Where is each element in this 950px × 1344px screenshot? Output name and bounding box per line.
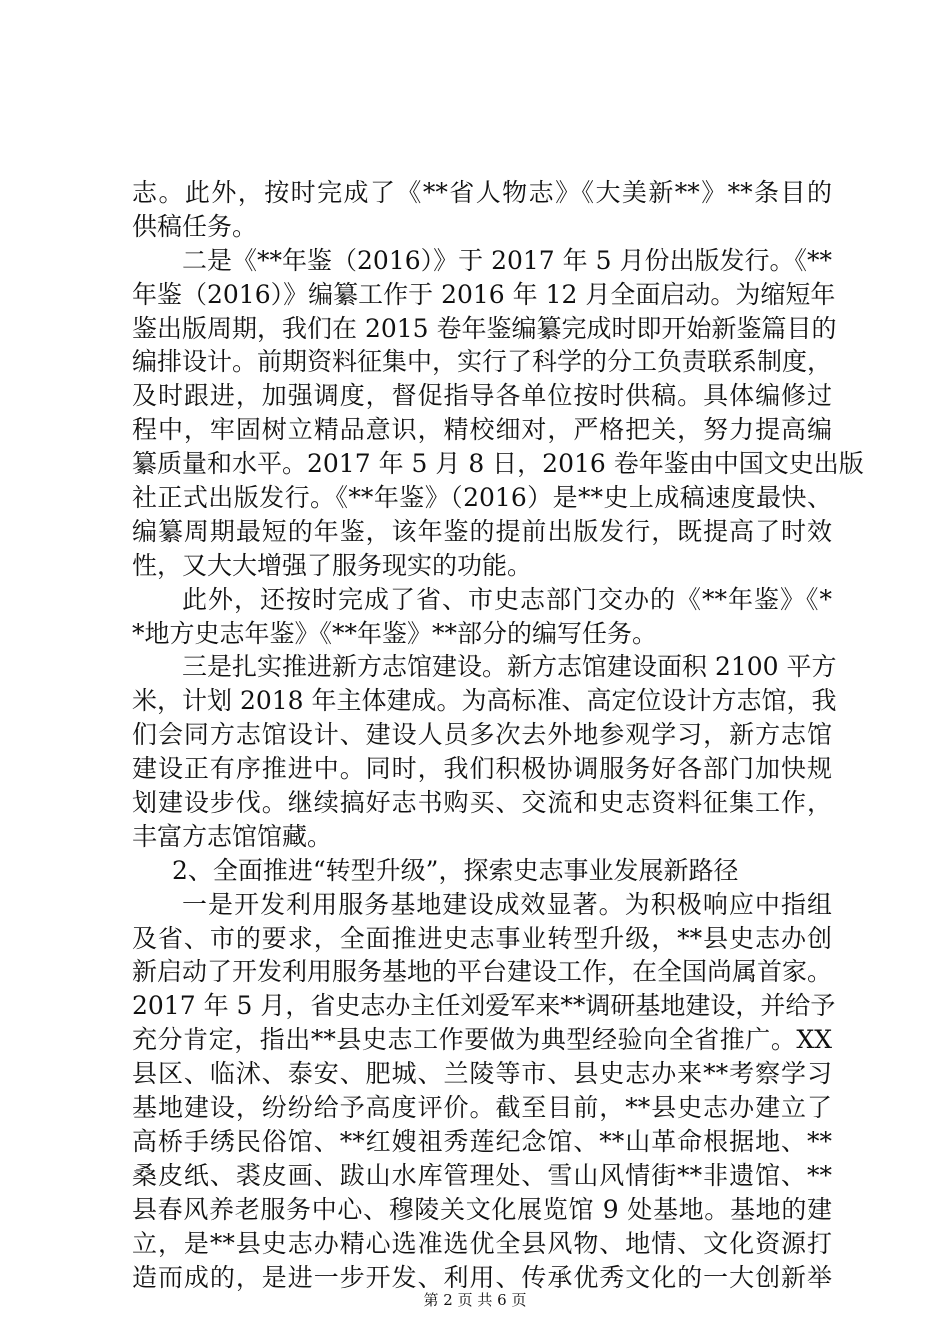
text-line: 桑皮纸、裘皮画、跋山水库管理处、雪山风情街**非遗馆、** [132, 1160, 832, 1190]
text-line: 志。此外，按时完成了《**省人物志》《大美新**》**条目的 [132, 178, 832, 207]
text-line: 程中，牢固树立精品意识，精校细对，严格把关，努力提高编 [132, 415, 832, 445]
text-line: 二是《**年鉴（2016）》于 2017 年 5 月份出版发行。《** [182, 245, 832, 275]
section-heading: 2、全面推进“转型升级”，探索史志事业发展新路径 [172, 855, 739, 885]
text-line: 丰富方志馆馆藏。 [132, 821, 333, 851]
text-line: 划建设步伐。继续搞好志书购买、交流和史志资料征集工作， [132, 788, 832, 818]
document-body [132, 176, 864, 1294]
text-line: 性，又大大增强了服务现实的功能。 [132, 550, 533, 580]
text-line: 一是开发利用服务基地建设成效显著。为积极响应中指组 [182, 889, 832, 919]
text-line: 米，计划 2018 年主体建成。为高标准、高定位设计方志馆，我 [132, 686, 837, 716]
text-line: *地方史志年鉴》《**年鉴》**部分的编写任务。 [132, 618, 658, 648]
text-line: 此外，还按时完成了省、市史志部门交办的《**年鉴》《* [182, 584, 832, 614]
text-line: 充分肯定，指出**县史志工作要做为典型经验向全省推广。XX [132, 1025, 832, 1055]
text-line: 建设正有序推进中。同时，我们积极协调服务好各部门加快规 [132, 754, 832, 784]
text-line: 纂质量和水平。2017 年 5 月 8 日，2016 卷年鉴由中国文史出版 [132, 449, 864, 479]
text-line: 们会同方志馆设计、建设人员多次去外地参观学习，新方志馆 [132, 720, 832, 750]
text-line: 社正式出版发行。《**年鉴》（2016）是**史上成稿速度最快、 [132, 483, 832, 513]
text-line: 立，是**县史志办精心选准选优全县风物、地情、文化资源打 [132, 1228, 832, 1258]
text-line: 三是扎实推进新方志馆建设。新方志馆建设面积 2100 平方 [182, 652, 837, 682]
text-line: 高桥手绣民俗馆、**红嫂祖秀莲纪念馆、**山革命根据地、** [132, 1126, 832, 1156]
text-line: 及省、市的要求，全面推进史志事业转型升级，**县史志办创 [132, 923, 832, 953]
page-number: 第 2 页 共 6 页 [423, 1291, 527, 1309]
text-line: 2017 年 5 月，省史志办主任刘爱军来**调研基地建设，并给予 [132, 991, 836, 1021]
text-line: 编排设计。前期资料征集中，实行了科学的分工负责联系制度， [132, 347, 833, 377]
text-line: 基地建设，纷纷给予高度评价。截至目前，**县史志办建立了 [132, 1093, 832, 1123]
text-line: 及时跟进，加强调度，督促指导各单位按时供稿。具体编修过 [132, 381, 832, 411]
text-line: 供稿任务。 [132, 211, 258, 241]
text-line: 编纂周期最短的年鉴，该年鉴的提前出版发行，既提高了时效 [132, 516, 832, 546]
text-line: 县春风养老服务中心、穆陵关文化展览馆 9 处基地。基地的建 [132, 1194, 832, 1224]
text-line: 县区、临沭、泰安、肥城、兰陵等市、县史志办来**考察学习 [132, 1059, 832, 1089]
text-line: 鉴出版周期，我们在 2015 卷年鉴编纂完成时即开始新鉴篇目的 [132, 313, 837, 343]
text-line: 年鉴（2016）》编纂工作于 2016 年 12 月全面启动。为缩短年 [132, 279, 836, 309]
page-footer [0, 1290, 950, 1310]
text-line: 新启动了开发利用服务基地的平台建设工作，在全国尚属首家。 [132, 957, 833, 987]
text-line: 造而成的，是进一步开发、利用、传承优秀文化的一大创新举 [132, 1262, 832, 1292]
